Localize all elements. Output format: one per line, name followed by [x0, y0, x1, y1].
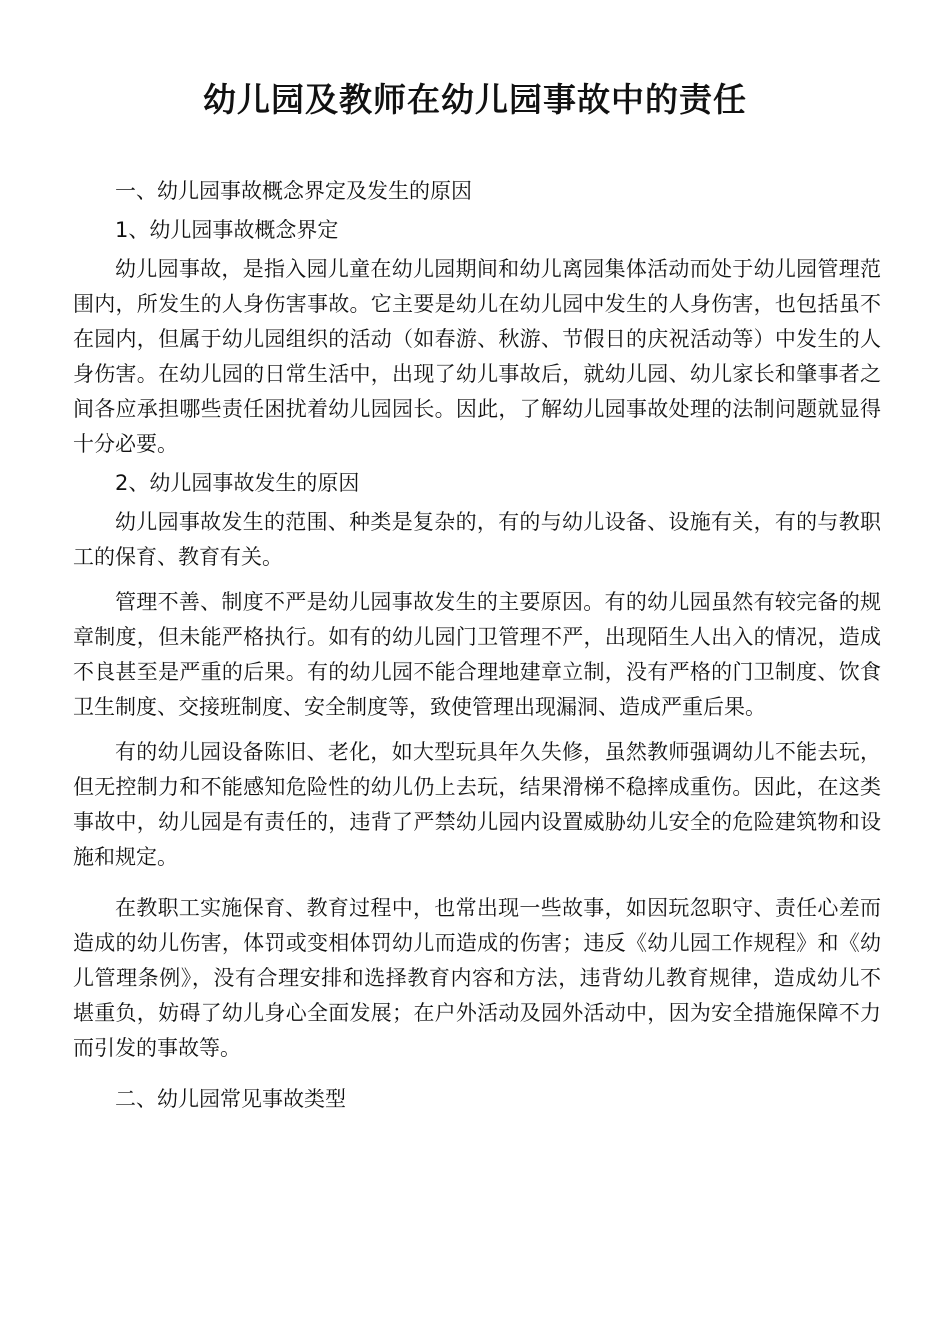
subsection-heading-1: 1、幼儿园事故概念界定: [115, 218, 339, 242]
paragraph-equipment: 有的幼儿园设备陈旧、老化，如大型玩具年久失修，虽然教师强调幼儿不能去玩，但无控制力和不能感知危险性的幼儿仍上去玩，结果滑梯不稳摔成重伤。因此，在这类事故中，幼儿园是有责任的，违背了严禁幼儿园内设置威胁幼儿安全的危险建筑物和设施和规定。: [73, 740, 881, 869]
section-heading-2: 二、幼儿园常见事故类型: [115, 1087, 346, 1111]
section-heading-1: 一、幼儿园事故概念界定及发生的原因: [115, 179, 472, 203]
document-title: 幼儿园及教师在幼儿园事故中的责任: [203, 80, 747, 119]
subsection-heading-2: 2、幼儿园事故发生的原因: [115, 471, 360, 495]
paragraph-staff: 在教职工实施保育、教育过程中，也常出现一些故事，如因玩忽职守、责任心差而造成的幼儿伤害，体罚或变相体罚幼儿而造成的伤害；违反《幼儿园工作规程》和《幼儿管理条例》，没有合理安排和选择教育内容和方法，违背幼儿教育规律，造成幼儿不堪重负，妨碍了幼儿身心全面发展；在户外活动及园外活动中，因为安全措施保障不力而引发的事故等。: [73, 896, 881, 1060]
paragraph-management: 管理不善、制度不严是幼儿园事故发生的主要原因。有的幼儿园虽然有较完备的规章制度，但未能严格执行。如有的幼儿园门卫管理不严，出现陌生人出入的情况，造成不良甚至是严重的后果。有的幼儿园不能合理地建章立制，没有严格的门卫制度、饮食卫生制度、交接班制度、安全制度等，致使管理出现漏洞、造成严重后果。: [73, 590, 881, 719]
paragraph-causes-scope: 幼儿园事故发生的范围、种类是复杂的，有的与幼儿设备、设施有关，有的与教职工的保育、教育有关。: [73, 510, 881, 569]
paragraph-definition: 幼儿园事故，是指入园儿童在幼儿园期间和幼儿离园集体活动而处于幼儿园管理范围内，所发生的人身伤害事故。它主要是幼儿在幼儿园中发生的人身伤害，也包括虽不在园内，但属于幼儿园组织的活动（如春游、秋游、节假日的庆祝活动等）中发生的人身伤害。在幼儿园的日常生活中，出现了幼儿事故后，就幼儿园、幼儿家长和肇事者之间各应承担哪些责任困扰着幼儿园园长。因此，了解幼儿园事故处理的法制问题就显得十分必要。: [73, 257, 881, 456]
document-body: [73, 174, 881, 1117]
